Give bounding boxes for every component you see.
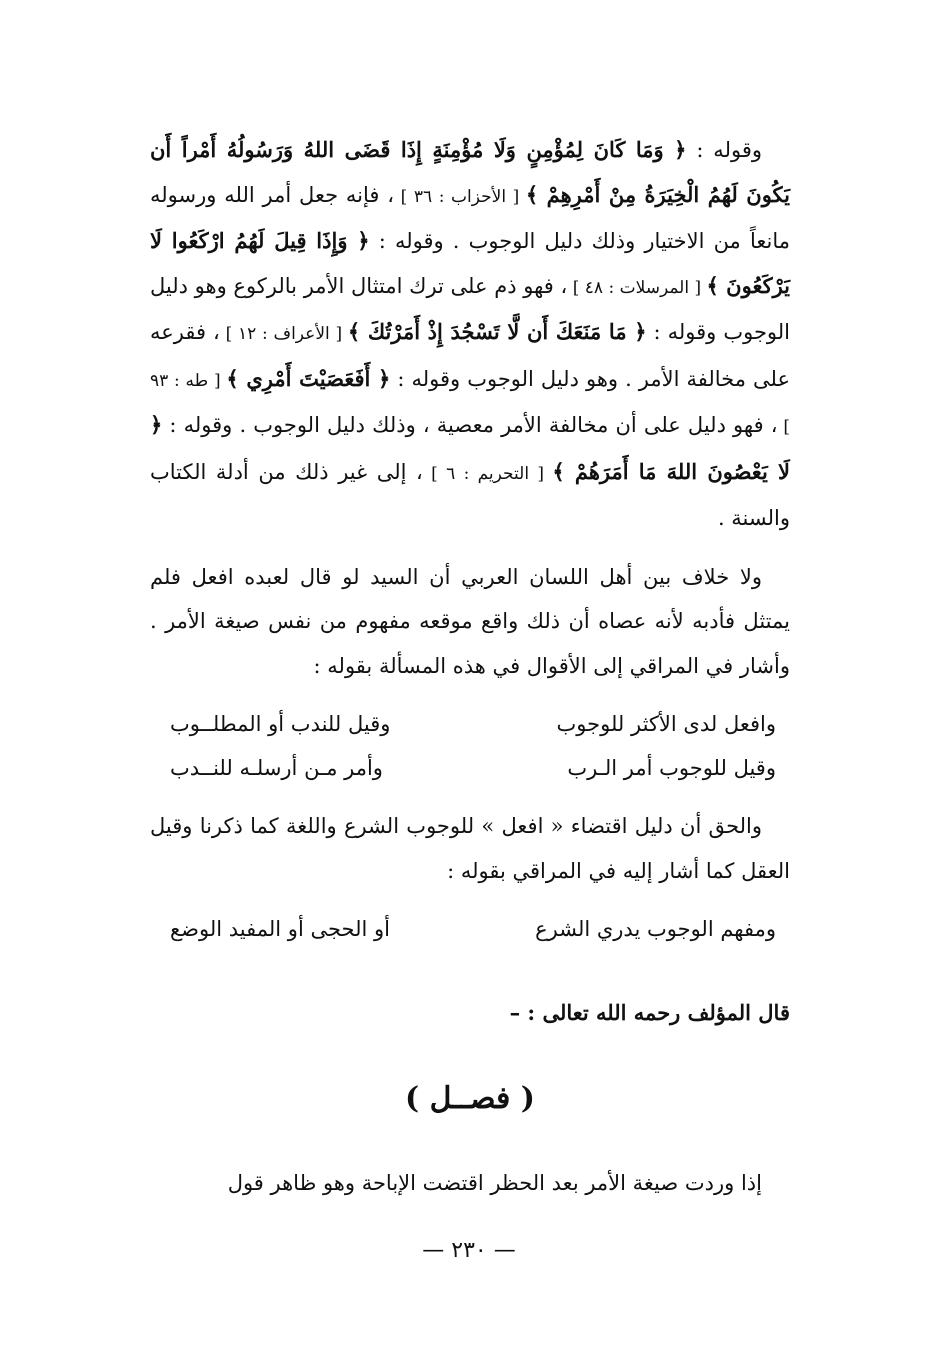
paragraph-arabic-language: ولا خلاف بين أهل اللسان العربي أن السيد لو قال لعبده افعل فلم يمتثل فأدبه لأنه عصاه أن ذلك واقع موقعه مفهوم من نفس صيغة الأمر . وأشار في المراقي إلى الأقوال في هذه المسألة بقوله : (150, 564, 790, 678)
quran-reference: [ التحريم : ٦ ] (422, 463, 553, 484)
author-heading: قال المؤلف رحمه الله تعالى : – (509, 1000, 790, 1025)
section-title: ( فصــل ) (405, 1081, 535, 1116)
verse-left-hemistich: وأمر مـن أرسلـه للنــدب (170, 756, 383, 780)
quran-reference: [ الأعراف : ١٢ ] (219, 324, 348, 344)
quran-reference: [ المرسلات : ٤٨ ] (567, 277, 707, 298)
quran-reference: [ الأحزاب : ٣٦ ] (394, 186, 526, 207)
paragraph-text: ، فهو دليل على أن مخالفة الأمر معصية ، وذلك دليل الوجوب . وقوله : (162, 413, 778, 437)
paragraph-evidence (150, 128, 790, 541)
verse-right-hemistich: وافعل لدى الأكثر للوجوب (556, 712, 776, 736)
paragraph-text: ، فقرعه على مخالفة الأمر . وهو دليل الوجوب وقوله : (150, 320, 790, 391)
poem-stanza-1 (150, 702, 790, 790)
quran-verse: ﴿ مَا مَنَعَكَ أَن لَّا تَسْجُدَ إِذْ أَمَرْتُكَ ﴾ (347, 319, 647, 344)
quran-verse: ﴿ وَمَا كَانَ لِمُؤْمِنٍ وَلَا مُؤْمِنَةٍ إِذَا قَضَى اللهُ وَرَسُولُهُ أَمْراً أَن يَكُونَ لَهُمُ الْخِيَرَةُ مِنْ أَمْرِهِمْ ﴾ (150, 137, 790, 207)
paragraph-text: ، فإنه جعل أمر الله ورسوله مانعاً من الاختيار وذلك دليل الوجوب . وقوله : (150, 182, 790, 253)
quran-verse: ﴿ أَفَعَصَيْتَ أَمْرِي ﴾ (226, 365, 391, 391)
quran-verse: ﴿ وَإِذَا قِيلَ لَهُمُ ارْكَعُوا لَا يَرْكَعُونَ ﴾ (150, 228, 790, 298)
paragraph-text: ، إلى غير ذلك من أدلة الكتاب والسنة . (150, 459, 790, 530)
verse-right-hemistich: ومفهم الوجوب يدري الشرع (535, 917, 776, 941)
verse-left-hemistich: وقيل للندب أو المطلــوب (170, 712, 391, 736)
verse-line (150, 907, 790, 951)
verse-left-hemistich: أو الحجى أو المفيد الوضع (170, 917, 390, 941)
paragraph-truth: والحق أن دليل اقتضاء « افعل » للوجوب الشرع واللغة كما ذكرنا وقيل العقل كما أشار إليه في المراقي بقوله : (150, 814, 790, 883)
paragraph-text: ، فهو ذم على ترك امتثال الأمر بالركوع وهو دليل الوجوب وقوله : (150, 273, 791, 344)
quran-reference: [ طه : ٩٣ ] (150, 370, 790, 437)
verse-line (150, 702, 790, 746)
page-body (150, 128, 790, 1206)
poem-stanza-2 (150, 907, 790, 951)
paragraph-text: وقوله : (686, 138, 762, 162)
quran-verse: ﴿ لَا يَعْصُونَ اللهَ مَا أَمَرَهُمْ ﴾ (150, 412, 790, 484)
paragraph-prohibition: إذا وردت صيغة الأمر بعد الحظر اقتضت الإباحة وهو ظاهر قول (227, 1171, 762, 1195)
verse-line (150, 746, 790, 790)
page-number: — ٢٣٠ — (422, 1238, 516, 1263)
verse-right-hemistich: وقيل للوجوب أمر الـرب (567, 756, 776, 780)
